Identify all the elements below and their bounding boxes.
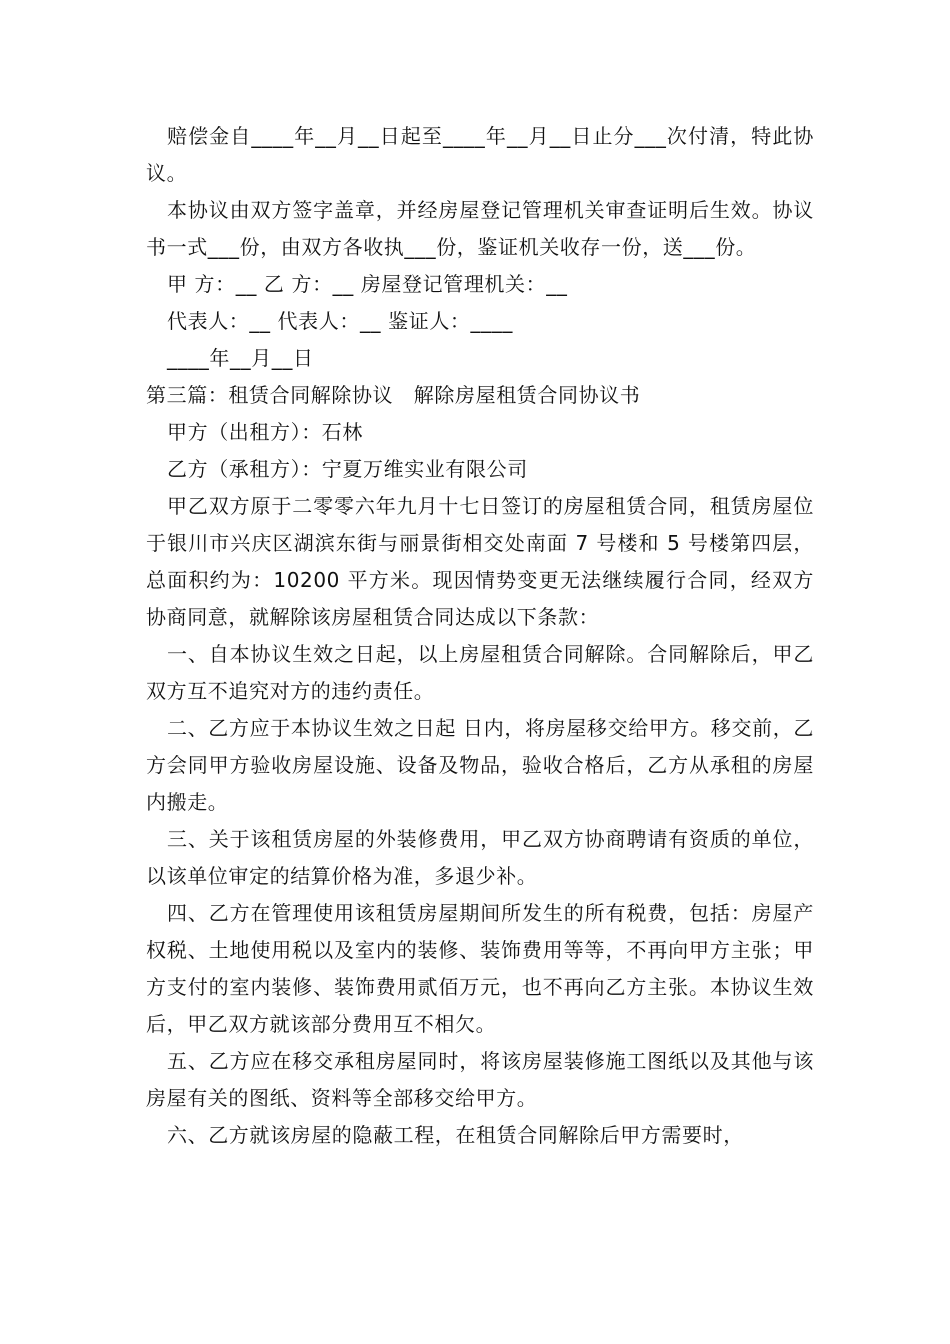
section-heading: 第三篇：租赁合同解除协议 解除房屋租赁合同协议书 (146, 383, 641, 407)
payment-schedule-paragraph: 赔偿金自____年__月__日起至____年__月__日止分___次付清，特此协议。 (146, 124, 814, 185)
document-page (146, 118, 814, 1154)
clause-3: 三、关于该租赁房屋的外装修费用，甲乙双方协商聘请有资质的单位，以该单位审定的结算价格为准，多退少补。 (146, 827, 814, 888)
party-a-line: 甲方（出租方）：石林 (167, 420, 363, 444)
representative-signature-line: 代表人：__ 代表人：__ 鉴证人：____ (167, 309, 513, 333)
clause-1: 一、自本协议生效之日起，以上房屋租赁合同解除。合同解除后，甲乙双方互不追究对方的违约责任。 (146, 642, 814, 703)
clause-2: 二、乙方应于本协议生效之日起 日内，将房屋移交给甲方。移交前，乙方会同甲方验收房屋设施、设备及物品，验收合格后，乙方从承租的房屋内搬走。 (146, 716, 814, 814)
clause-6: 六、乙方就该房屋的隐蔽工程，在租赁合同解除后甲方需要时， (167, 1123, 744, 1147)
background-paragraph: 甲乙双方原于二零零六年九月十七日签订的房屋租赁合同，租赁房屋位于银川市兴庆区湖滨东街与丽景街相交处南面 7 号楼和 5 号楼第四层，总面积约为：10200 平方米。现因情势变更无法继续履行合同，经双方协商同意，就解除该房屋租赁合同达成以下条款： (146, 494, 814, 629)
clause-4: 四、乙方在管理使用该租赁房屋期间所发生的所有税费，包括：房屋产权税、土地使用税以及室内的装修、装饰费用等等，不再向甲方主张；甲方支付的室内装修、装饰费用贰佰万元，也不再向乙方主张。本协议生效后，甲乙双方就该部分费用互不相欠。 (146, 901, 814, 1036)
party-b-line: 乙方（承租方）：宁夏万维实业有限公司 (167, 457, 528, 481)
effectiveness-paragraph: 本协议由双方签字盖章，并经房屋登记管理机关审查证明后生效。协议书一式___份，由双方各收执___份，鉴证机关收存一份，送___份。 (146, 198, 814, 259)
signature-date-line: ____年__月__日 (167, 346, 314, 370)
party-signature-line: 甲 方：__ 乙 方：__ 房屋登记管理机关：__ (167, 272, 568, 296)
clause-5: 五、乙方应在移交承租房屋同时，将该房屋装修施工图纸以及其他与该房屋有关的图纸、资料等全部移交给甲方。 (146, 1049, 814, 1110)
